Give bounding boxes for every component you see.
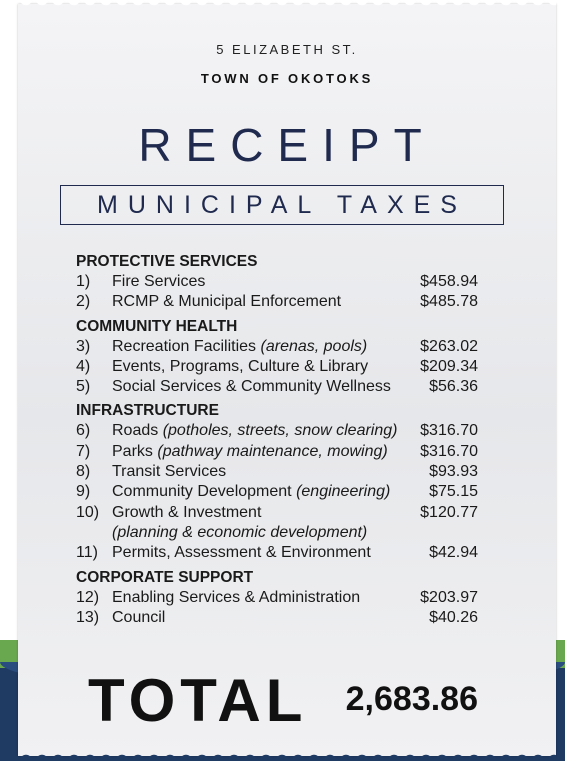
- line-item-amount: $203.97: [420, 588, 478, 606]
- line-item-continuation: [76, 523, 478, 543]
- line-item-note: (arenas, pools): [260, 337, 368, 355]
- section-title: COMMUNITY HEALTH: [76, 317, 238, 335]
- line-item-label: Social Services & Community Wellness: [112, 378, 391, 396]
- line-item-number: 2): [76, 293, 91, 311]
- line-item: [76, 272, 478, 292]
- line-item: [76, 503, 478, 523]
- line-item: [76, 292, 478, 312]
- line-item: [76, 462, 478, 482]
- receipt-paper: [18, 4, 556, 756]
- line-item-number: 7): [76, 442, 91, 460]
- line-item: [76, 482, 478, 502]
- receipt-title: RECEIPT: [138, 119, 436, 171]
- line-item-label-wrap: [112, 272, 205, 292]
- line-item-label: Transit Services: [112, 463, 227, 481]
- line-item-label-wrap: [112, 337, 367, 357]
- line-item-number: 6): [76, 422, 91, 440]
- line-item-number: 4): [76, 357, 91, 375]
- section-title: PROTECTIVE SERVICES: [76, 253, 258, 270]
- line-item-label-wrap: [112, 292, 341, 312]
- line-item-number: 13): [76, 608, 100, 626]
- line-item-label: Growth & Investment: [112, 503, 262, 521]
- line-item-label-wrap: [112, 442, 388, 462]
- section-title: INFRASTRUCTURE: [76, 402, 219, 420]
- line-item-label-wrap: [112, 608, 165, 628]
- line-item-label-wrap: [112, 482, 390, 502]
- line-item-number: 1): [76, 273, 91, 290]
- line-item-amount: $316.70: [420, 422, 478, 440]
- line-item-amount: $56.36: [429, 378, 478, 396]
- line-item-label: Events, Programs, Culture & Library: [112, 357, 369, 375]
- line-item: [76, 442, 478, 462]
- line-item-amount: $458.94: [420, 273, 478, 290]
- line-item-label: Parks: [112, 442, 153, 460]
- line-item-note: (potholes, streets, snow clearing): [162, 422, 398, 440]
- line-item-number: 3): [76, 337, 91, 355]
- line-item-list: [76, 252, 478, 628]
- line-item-label-wrap: [112, 357, 368, 377]
- line-item: [76, 543, 478, 563]
- line-item-amount: $120.77: [420, 503, 478, 521]
- total-value: 2,683.86: [345, 680, 478, 718]
- section-title: CORPORATE SUPPORT: [76, 568, 254, 586]
- line-item-amount: $485.78: [420, 293, 478, 311]
- line-item-amount: $316.70: [420, 442, 478, 460]
- line-item-label-wrap: [112, 503, 261, 523]
- line-item: [76, 377, 478, 397]
- line-item-label: Permits, Assessment & Environment: [112, 544, 371, 562]
- line-item: [76, 337, 478, 357]
- total-label: TOTAL: [88, 667, 308, 734]
- line-item-label-wrap: [112, 377, 391, 397]
- receipt-address: 5 ELIZABETH ST.: [216, 42, 358, 57]
- line-item: [76, 608, 478, 628]
- line-item-number: 11): [76, 544, 98, 562]
- line-item-label-wrap: [112, 421, 397, 441]
- line-item-number: 10): [76, 503, 100, 521]
- line-item-number: 9): [76, 483, 91, 501]
- line-item-note: (pathway maintenance, mowing): [157, 442, 388, 460]
- line-item-amount: $263.02: [420, 337, 478, 355]
- receipt-top-edge: [18, 0, 556, 9]
- line-item: [76, 357, 478, 377]
- receipt-town: TOWN OF OKOTOKS: [200, 71, 374, 86]
- line-item-label: Fire Services: [112, 273, 206, 290]
- line-item-label: Council: [112, 608, 166, 626]
- line-item-label: RCMP & Municipal Enforcement: [112, 293, 342, 311]
- line-item-label: Community Development: [112, 483, 292, 501]
- line-item: [76, 421, 478, 441]
- line-item-amount: $209.34: [420, 357, 478, 375]
- line-item-label: Enabling Services & Administration: [112, 588, 361, 606]
- receipt-bottom-edge: [18, 751, 556, 761]
- line-item-label-wrap: [112, 462, 226, 482]
- line-item-label-wrap: [112, 588, 360, 608]
- line-item-number: 8): [76, 463, 91, 481]
- line-item-amount: $40.26: [429, 608, 478, 626]
- line-item-label: Recreation Facilities: [112, 337, 257, 355]
- line-item-label-wrap: [112, 543, 371, 563]
- line-item-amount: $42.94: [429, 544, 478, 562]
- line-item-number: 5): [76, 378, 91, 396]
- line-item-amount: $75.15: [429, 483, 478, 501]
- line-item: [76, 588, 478, 608]
- line-item-amount: $93.93: [429, 463, 478, 481]
- receipt-subtitle: MUNICIPAL TAXES: [60, 185, 504, 225]
- line-item-label: Roads: [112, 422, 159, 440]
- line-item-continuation-text: (planning & economic development): [112, 523, 368, 541]
- line-item-note: (engineering): [296, 483, 391, 501]
- line-item-number: 12): [76, 588, 100, 606]
